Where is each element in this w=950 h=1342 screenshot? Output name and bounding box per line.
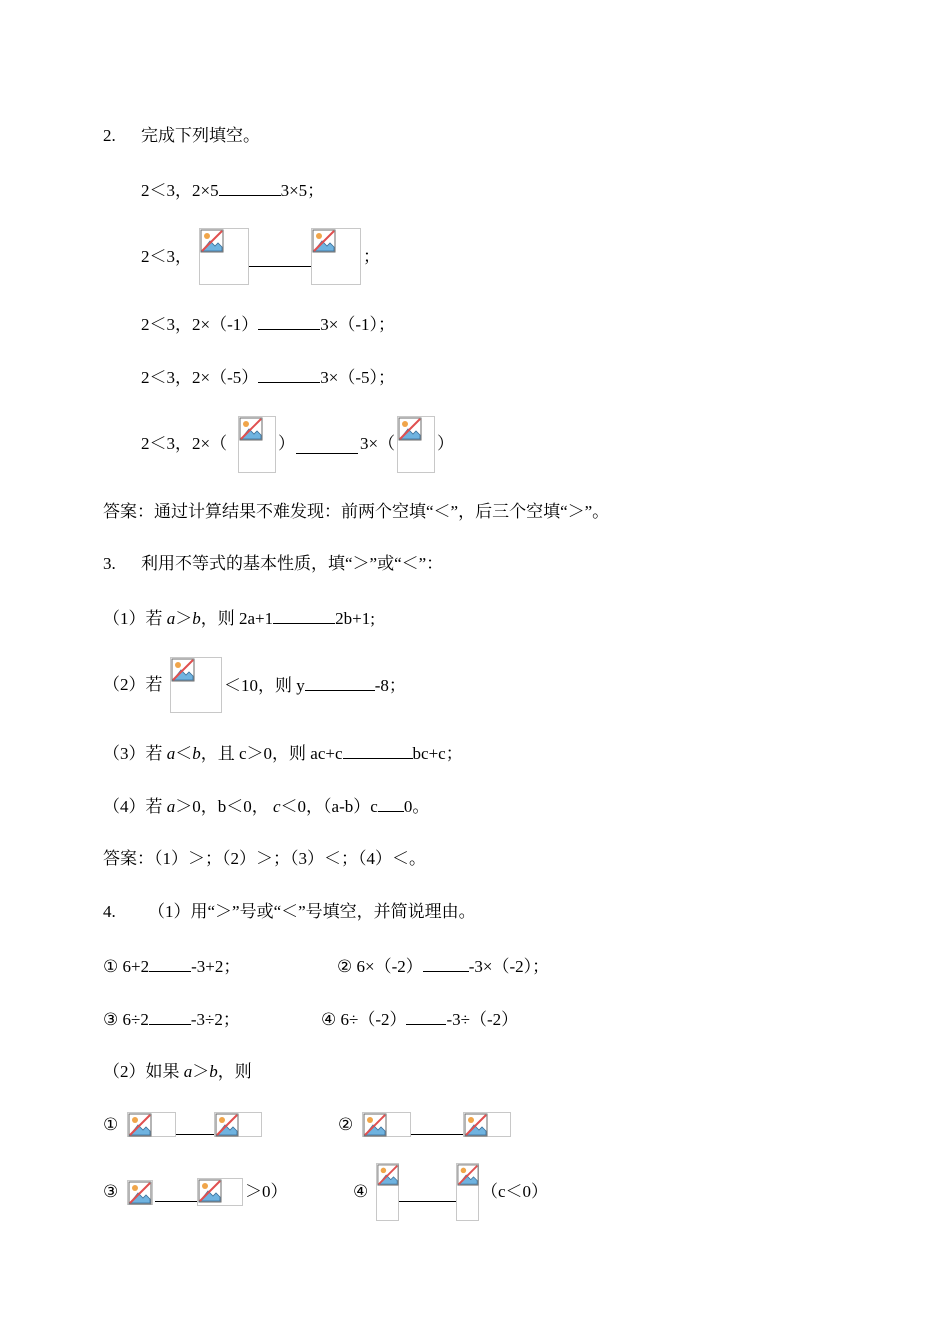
broken-image-icon bbox=[238, 416, 276, 473]
q3-part-4-text-2: ＜0，（a-b）c bbox=[280, 797, 378, 816]
q2-line-3-tail: 3×（-1）； bbox=[320, 315, 395, 334]
answer-blank[interactable] bbox=[399, 1185, 456, 1202]
answer-blank[interactable] bbox=[296, 437, 358, 454]
q3-part-3 bbox=[103, 742, 463, 764]
q3-part-3-tail: bc+c； bbox=[412, 744, 463, 763]
q4-part-2-text: ，则 bbox=[217, 1062, 252, 1081]
q4-number: 4. bbox=[103, 902, 116, 921]
q2-line-3 bbox=[141, 313, 395, 335]
broken-image-icon bbox=[397, 416, 435, 473]
q2-line-2-tail: ； bbox=[363, 247, 380, 266]
answer-blank[interactable] bbox=[423, 955, 469, 972]
q4-item-2-tail: -3×（-2）； bbox=[468, 957, 550, 976]
q3-part-3-text: ，且 c＞0，则 ac+c bbox=[200, 744, 343, 763]
answer-blank[interactable] bbox=[411, 1118, 463, 1135]
answer-blank[interactable] bbox=[176, 1118, 214, 1135]
q4-item-2 bbox=[337, 955, 549, 977]
broken-image-icon bbox=[456, 1163, 479, 1221]
answer-blank[interactable] bbox=[258, 313, 320, 330]
q3-part-4-tail: 0。 bbox=[403, 797, 430, 816]
q2-line-1-text: 2＜3，2×5 bbox=[141, 181, 219, 200]
operator: ＞ bbox=[192, 1062, 210, 1081]
q4-item-2-text: ② 6×（-2） bbox=[337, 957, 423, 976]
operator: ＞ bbox=[175, 609, 193, 628]
answer-blank[interactable] bbox=[406, 1008, 446, 1025]
q4-item-3-text: ③ 6÷2 bbox=[103, 1010, 149, 1029]
broken-image-icon bbox=[197, 1178, 243, 1206]
q4-part-2-label: （2）如果 bbox=[103, 1062, 184, 1081]
q2-number: 2. bbox=[103, 126, 116, 145]
var-c: c bbox=[273, 797, 281, 816]
answer-blank[interactable] bbox=[258, 366, 320, 383]
q2-line-3-text: 2＜3，2×（-1） bbox=[141, 315, 259, 334]
broken-image-icon bbox=[199, 228, 249, 285]
operator: ＜ bbox=[175, 744, 193, 763]
broken-image-icon bbox=[463, 1112, 511, 1137]
answer-blank[interactable] bbox=[249, 250, 311, 267]
q2-line-1-tail: 3×5； bbox=[280, 181, 325, 200]
var-a: a bbox=[183, 1062, 193, 1081]
q4-item-1-tail: -3+2； bbox=[191, 957, 241, 976]
q2-line-4 bbox=[141, 366, 395, 388]
broken-image-icon bbox=[170, 657, 222, 713]
answer-blank[interactable] bbox=[343, 742, 413, 759]
q2-line-5-mid: 3×（ bbox=[360, 434, 396, 453]
q2-line-4-text: 2＜3，2×（-5） bbox=[141, 368, 259, 387]
q2-line-2-text: 2＜3， bbox=[141, 247, 192, 266]
q4-sub-4-marker: ④ bbox=[353, 1182, 369, 1201]
broken-image-icon bbox=[127, 1180, 153, 1205]
q2-line-5-close: ） bbox=[278, 434, 295, 453]
q3-part-1-tail: 2b+1; bbox=[335, 609, 375, 628]
q4-sub-3-marker: ③ bbox=[103, 1182, 119, 1201]
var-a: a bbox=[166, 609, 176, 628]
q4-item-4-text: ④ 6÷（-2） bbox=[321, 1010, 407, 1029]
q4-item-4 bbox=[321, 1008, 518, 1030]
answer-blank[interactable] bbox=[305, 674, 375, 691]
q4-item-1 bbox=[103, 955, 240, 977]
broken-image-icon bbox=[127, 1112, 176, 1137]
var-b: b bbox=[192, 609, 201, 628]
q4-part-2-heading bbox=[103, 1061, 252, 1083]
q2-line-5-start: 2＜3，2×（ bbox=[141, 434, 228, 453]
q2-line-5-end: ） bbox=[437, 434, 454, 453]
q3-title: 利用不等式的基本性质，填“＞”或“＜”： bbox=[141, 554, 444, 573]
q3-part-1-label: （1）若 bbox=[103, 609, 167, 628]
q2-title: 完成下列填空。 bbox=[141, 126, 260, 145]
q3-part-3-label: （3）若 bbox=[103, 744, 167, 763]
q4-item-4-tail: -3÷（-2） bbox=[446, 1010, 519, 1029]
var-b: b bbox=[209, 1062, 218, 1081]
q4-item-1-text: ① 6+2 bbox=[103, 957, 150, 976]
q4-sub-2-marker: ② bbox=[338, 1115, 354, 1134]
broken-image-icon bbox=[311, 228, 361, 285]
q3-part-2-text: ＜10，则 y bbox=[224, 676, 305, 695]
broken-image-icon bbox=[214, 1112, 262, 1137]
q4-sub-3-tail: ＞0） bbox=[245, 1182, 288, 1201]
q3-number: 3. bbox=[103, 554, 116, 573]
q2-answer: 答案：通过计算结果不难发现：前两个空填“＜”，后三个空填“＞”。 bbox=[103, 502, 610, 521]
q2-line-1 bbox=[141, 179, 324, 201]
q3-part-1-text: ，则 2a+1 bbox=[200, 609, 274, 628]
answer-blank[interactable] bbox=[219, 179, 281, 196]
var-b: b bbox=[192, 744, 201, 763]
q3-answer: 答案：（1）＞；（2）＞；（3）＜；（4）＜。 bbox=[103, 849, 426, 868]
q2-line-2 bbox=[141, 246, 192, 268]
var-a: a bbox=[166, 744, 176, 763]
q3-part-2-tail: -8； bbox=[374, 676, 406, 695]
q4-sub-4-tail: （c＜0） bbox=[481, 1182, 549, 1201]
var-a: a bbox=[166, 797, 176, 816]
broken-image-icon bbox=[376, 1163, 399, 1221]
q4-sub-1-marker: ① bbox=[103, 1115, 119, 1134]
q3-part-2 bbox=[224, 674, 406, 696]
q3-part-1 bbox=[103, 607, 375, 629]
answer-blank[interactable] bbox=[378, 795, 404, 812]
q2-line-4-tail: 3×（-5）； bbox=[320, 368, 395, 387]
q4-item-3-tail: -3÷2； bbox=[190, 1010, 240, 1029]
answer-blank[interactable] bbox=[273, 607, 335, 624]
broken-image-icon bbox=[362, 1112, 411, 1137]
q4-title: （1）用“＞”号或“＜”号填空，并简说理由。 bbox=[148, 902, 476, 921]
q3-part-4 bbox=[103, 795, 429, 817]
q3-part-4-label: （4）若 bbox=[103, 797, 167, 816]
q3-part-2-label: （2）若 bbox=[103, 675, 163, 694]
answer-blank[interactable] bbox=[149, 955, 191, 972]
q4-item-3 bbox=[103, 1008, 240, 1030]
q3-part-4-text: ＞0，b＜0， bbox=[175, 797, 269, 816]
answer-blank[interactable] bbox=[155, 1185, 197, 1202]
answer-blank[interactable] bbox=[149, 1008, 191, 1025]
